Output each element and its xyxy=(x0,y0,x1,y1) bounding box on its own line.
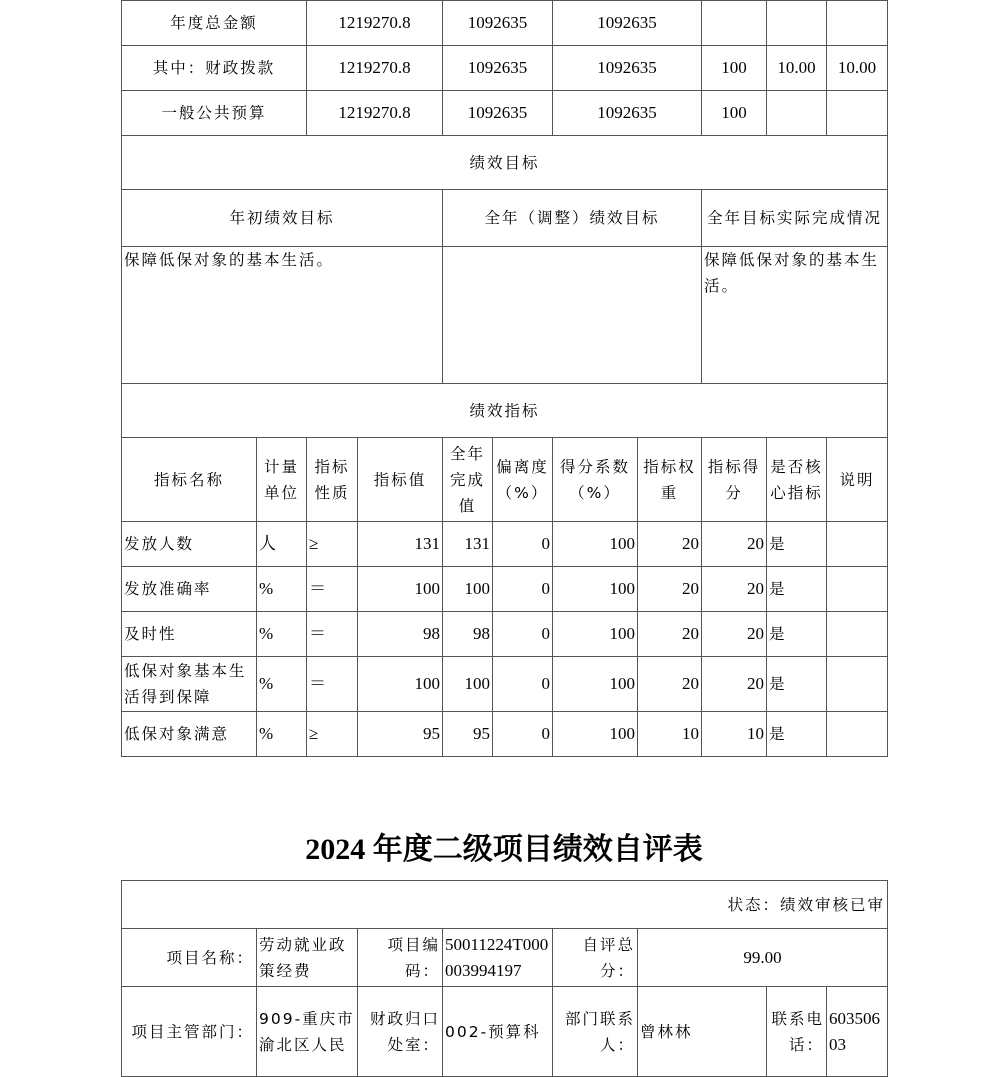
indicator-weight: 20 xyxy=(638,657,702,712)
annual-budget: 1219270.8 xyxy=(307,91,443,136)
header-score: 指标得分 xyxy=(702,438,767,522)
indicator-coef: 100 xyxy=(553,712,638,757)
goal-initial: 保障低保对象的基本生活。 xyxy=(122,247,443,384)
indicator-name: 低保对象基本生活得到保障 xyxy=(122,657,257,712)
header-nature: 指标性质 xyxy=(307,438,358,522)
indicator-weight: 20 xyxy=(638,522,702,567)
goal-actual: 保障低保对象的基本生活。 xyxy=(702,247,888,384)
header-unit: 计量单位 xyxy=(257,438,307,522)
indicator-unit: % xyxy=(257,712,307,757)
indicator-row xyxy=(122,612,888,657)
indicator-deviation: 0 xyxy=(493,612,553,657)
indicator-target: 95 xyxy=(358,712,443,757)
phone: 60350603 xyxy=(827,987,888,1077)
full-year-budget: 1092635 xyxy=(443,91,553,136)
budget-label: 年度总金额 xyxy=(122,1,307,46)
indicator-name: 及时性 xyxy=(122,612,257,657)
indicator-coef: 100 xyxy=(553,567,638,612)
indicator-deviation: 0 xyxy=(493,567,553,612)
indicator-actual: 100 xyxy=(443,657,493,712)
goal-header-adjusted: 全年（调整）绩效目标 xyxy=(443,190,702,247)
weight xyxy=(767,91,827,136)
header-indicator-name: 指标名称 xyxy=(122,438,257,522)
goal-adjusted xyxy=(443,247,702,384)
indicator-row xyxy=(122,657,888,712)
project-info-table xyxy=(121,880,888,1077)
indicator-deviation: 0 xyxy=(493,712,553,757)
execution-rate: 100 xyxy=(702,46,767,91)
indicator-nature: ≥ xyxy=(307,522,358,567)
weight: 10.00 xyxy=(767,46,827,91)
score xyxy=(827,91,888,136)
indicator-nature: ＝ xyxy=(307,657,358,712)
indicator-score: 20 xyxy=(702,612,767,657)
indicator-unit: 人 xyxy=(257,522,307,567)
execution-rate xyxy=(702,1,767,46)
header-coef: 得分系数（%） xyxy=(553,438,638,522)
indicator-deviation: 0 xyxy=(493,522,553,567)
indicator-score: 10 xyxy=(702,712,767,757)
indicator-note xyxy=(827,522,888,567)
indicator-target: 131 xyxy=(358,522,443,567)
self-score-label: 自评总分： xyxy=(553,929,638,987)
weight xyxy=(767,1,827,46)
annual-budget: 1219270.8 xyxy=(307,1,443,46)
indicator-unit: % xyxy=(257,657,307,712)
goal-header-actual: 全年目标实际完成情况 xyxy=(702,190,888,247)
header-target: 指标值 xyxy=(358,438,443,522)
annual-budget: 1219270.8 xyxy=(307,46,443,91)
indicator-core: 是 xyxy=(767,522,827,567)
executed-amount: 1092635 xyxy=(553,1,702,46)
indicator-note xyxy=(827,712,888,757)
indicator-actual: 95 xyxy=(443,712,493,757)
budget-label: 一般公共预算 xyxy=(122,91,307,136)
indicator-name: 发放人数 xyxy=(122,522,257,567)
project-code: 50011224T000003994197 xyxy=(443,929,553,987)
indicator-note xyxy=(827,567,888,612)
contact: 曾林林 xyxy=(638,987,767,1077)
status-text: 状态：绩效审核已审 xyxy=(122,881,888,929)
indicator-target: 100 xyxy=(358,567,443,612)
indicator-core: 是 xyxy=(767,712,827,757)
project-name: 劳动就业政策经费 xyxy=(257,929,358,987)
indicator-weight: 10 xyxy=(638,712,702,757)
goal-header-initial: 年初绩效目标 xyxy=(122,190,443,247)
score: 10.00 xyxy=(827,46,888,91)
indicator-row xyxy=(122,522,888,567)
indicator-coef: 100 xyxy=(553,657,638,712)
score xyxy=(827,1,888,46)
dept-label: 项目主管部门： xyxy=(122,987,257,1077)
full-year-budget: 1092635 xyxy=(443,1,553,46)
budget-row xyxy=(122,91,888,136)
header-note: 说明 xyxy=(827,438,888,522)
indicator-nature: ≥ xyxy=(307,712,358,757)
indicator-header-row xyxy=(122,438,888,522)
project-code-label: 项目编码： xyxy=(358,929,443,987)
performance-table xyxy=(121,0,888,757)
indicator-name: 低保对象满意 xyxy=(122,712,257,757)
indicator-name: 发放准确率 xyxy=(122,567,257,612)
self-score: 99.00 xyxy=(638,929,888,987)
indicator-note xyxy=(827,612,888,657)
indicator-core: 是 xyxy=(767,567,827,612)
header-deviation: 偏离度（%） xyxy=(493,438,553,522)
indicators-section-title: 绩效指标 xyxy=(122,384,888,438)
indicator-coef: 100 xyxy=(553,522,638,567)
indicator-actual: 98 xyxy=(443,612,493,657)
header-actual: 全年完成值 xyxy=(443,438,493,522)
execution-rate: 100 xyxy=(702,91,767,136)
indicator-actual: 100 xyxy=(443,567,493,612)
indicator-nature: ＝ xyxy=(307,612,358,657)
budget-row xyxy=(122,46,888,91)
indicator-target: 98 xyxy=(358,612,443,657)
indicator-score: 20 xyxy=(702,567,767,612)
indicator-coef: 100 xyxy=(553,612,638,657)
finance-office-label: 财政归口处室： xyxy=(358,987,443,1077)
indicator-nature: ＝ xyxy=(307,567,358,612)
indicator-weight: 20 xyxy=(638,567,702,612)
executed-amount: 1092635 xyxy=(553,91,702,136)
header-core: 是否核心指标 xyxy=(767,438,827,522)
contact-label: 部门联系人： xyxy=(553,987,638,1077)
indicator-target: 100 xyxy=(358,657,443,712)
indicator-row xyxy=(122,567,888,612)
indicator-deviation: 0 xyxy=(493,657,553,712)
indicator-note xyxy=(827,657,888,712)
indicator-core: 是 xyxy=(767,612,827,657)
executed-amount: 1092635 xyxy=(553,46,702,91)
indicator-unit: % xyxy=(257,612,307,657)
indicator-actual: 131 xyxy=(443,522,493,567)
form-title: 2024 年度二级项目绩效自评表 xyxy=(305,833,703,866)
indicator-row xyxy=(122,712,888,757)
indicator-core: 是 xyxy=(767,657,827,712)
budget-row xyxy=(122,1,888,46)
indicator-score: 20 xyxy=(702,657,767,712)
indicator-score: 20 xyxy=(702,522,767,567)
full-year-budget: 1092635 xyxy=(443,46,553,91)
indicator-weight: 20 xyxy=(638,612,702,657)
header-weight: 指标权重 xyxy=(638,438,702,522)
budget-label: 其中：财政拨款 xyxy=(122,46,307,91)
goals-section-title: 绩效目标 xyxy=(122,136,888,190)
indicator-unit: % xyxy=(257,567,307,612)
dept: 909-重庆市渝北区人民 xyxy=(257,987,358,1077)
finance-office: 002-预算科 xyxy=(443,987,553,1077)
project-name-label: 项目名称： xyxy=(122,929,257,987)
phone-label: 联系电话： xyxy=(767,987,827,1077)
